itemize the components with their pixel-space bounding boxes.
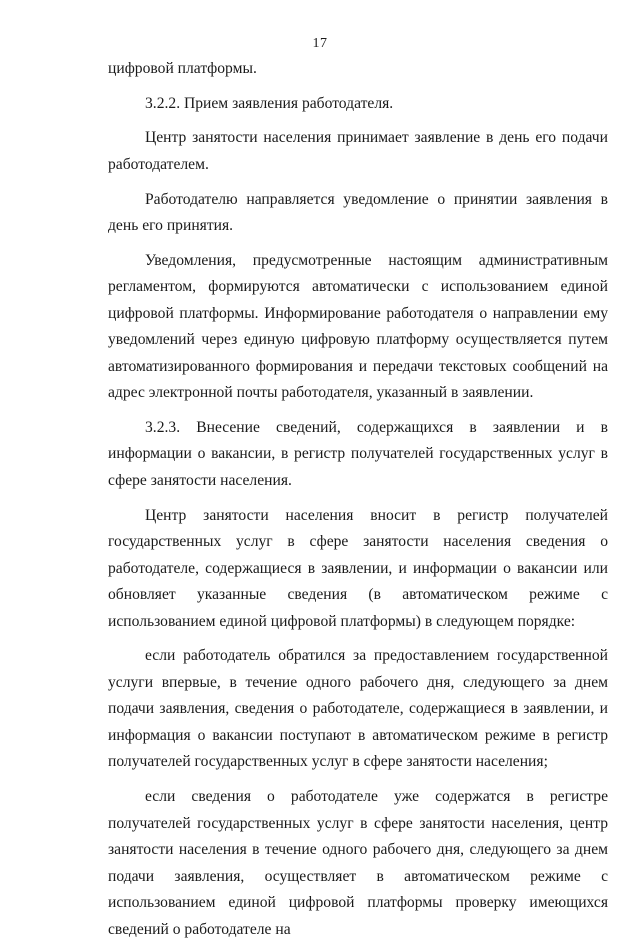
paragraph-list-item: если сведения о работодателе уже содержатся в регистре получателей государственных услуг в сфере занятости населения, центр занятости населения в течение одного рабочего дня, следующего за днем подачи заявления, осуществляет в автоматическом режиме с использованием единой цифровой платформы проверку имеющихся сведений о работодателе на — [108, 788, 608, 938]
paragraph: Центр занятости населения вносит в регистр получателей государственных услуг в сфере занятости населения сведения о работодателе, содержащиеся в заявлении, и информации о вакансии или обновляет указанные сведения (в автоматическом режиме с использованием единой цифровой платформы) в следующем порядке: — [108, 506, 608, 630]
paragraph: Уведомления, предусмотренные настоящим административным регламентом, формируются автоматически с использованием единой цифровой платформы. Информирование работодателя о направлении ему уведомлений через единую цифровую платформу осуществляется путем автоматизированного формирования и передачи текстовых сообщений на адрес электронной почты работодателя, указанный в заявлении. — [108, 251, 608, 402]
page-number: 17 — [312, 36, 328, 51]
paragraph-continuation: цифровой платформы. — [108, 60, 257, 77]
document-body — [108, 56, 608, 951]
paragraph: Центр занятости населения принимает заявление в день его подачи работодателем. — [108, 129, 608, 173]
paragraph: Работодателю направляется уведомление о принятии заявления в день его принятия. — [108, 190, 608, 235]
section-heading-3-2-2: 3.2.2. Прием заявления работодателя. — [145, 94, 394, 112]
section-heading-3-2-3: 3.2.3. Внесение сведений, содержащихся в заявлении и в информации о вакансии, в регистр получателей государственных услуг в сфере занятости населения. — [108, 418, 608, 489]
paragraph-list-item: если работодатель обратился за предоставлением государственной услуги впервые, в течение одного рабочего дня, следующего за днем подачи заявления, сведения о работодателе, содержащиеся в заявлении, и информация о вакансии поступают в автоматическом режиме в регистр получателей государственных услуг в сфере занятости населения; — [108, 647, 608, 771]
